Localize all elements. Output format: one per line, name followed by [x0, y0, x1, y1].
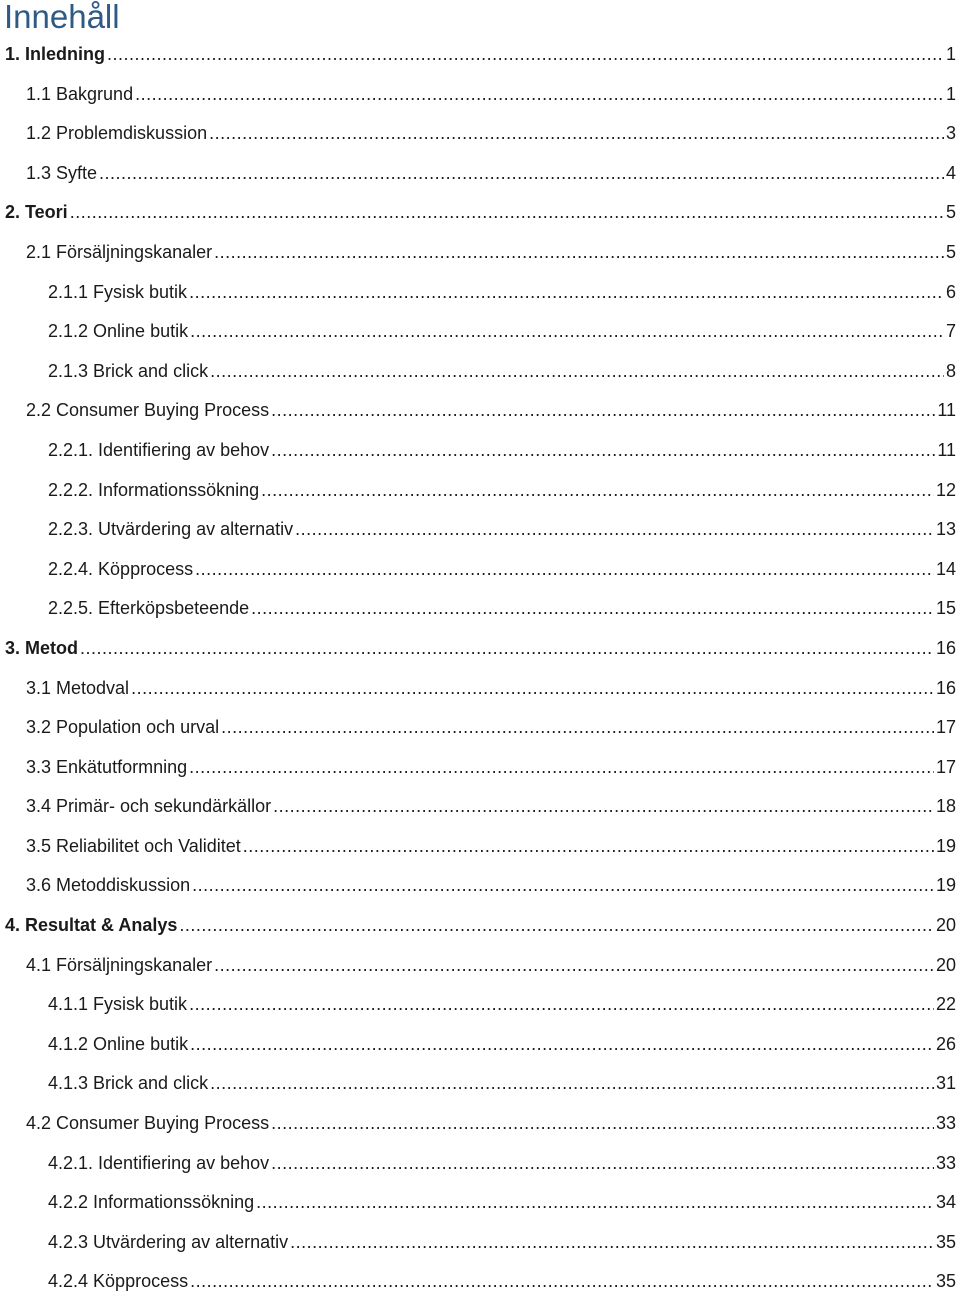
toc-entry-label[interactable]: 2.2.4. Köpprocess — [48, 558, 194, 579]
toc-entry-page-number[interactable]: 8 — [945, 360, 956, 381]
dot-leader — [271, 1144, 934, 1184]
toc-entry-label[interactable]: 4.1.3 Brick and click — [48, 1073, 209, 1094]
toc-entry[interactable] — [0, 431, 960, 471]
dot-leader — [190, 1025, 934, 1065]
toc-entry-page-number[interactable]: 19 — [935, 875, 956, 896]
dot-leader — [179, 906, 934, 946]
toc-entry-page-number[interactable]: 14 — [935, 558, 956, 579]
dot-leader — [131, 669, 934, 709]
toc-entry-label[interactable]: 3.1 Metodval — [26, 677, 130, 698]
toc-entry[interactable] — [0, 193, 960, 233]
toc-entry-label[interactable]: 2.1 Försäljningskanaler — [26, 241, 213, 262]
toc-entry-page-number[interactable]: 17 — [935, 756, 956, 777]
toc-entry[interactable] — [0, 1064, 960, 1104]
dot-leader — [214, 233, 944, 273]
toc-entry-label[interactable]: 3.5 Reliabilitet och Validitet — [26, 835, 241, 856]
toc-entry[interactable] — [0, 471, 960, 511]
toc-entry-page-number[interactable]: 5 — [945, 241, 956, 262]
toc-entry-label[interactable]: 2.2.2. Informationssökning — [48, 479, 260, 500]
dot-leader — [70, 193, 944, 233]
toc-entry-label[interactable]: 2.2.5. Efterköpsbeteende — [48, 598, 250, 619]
dot-leader — [195, 550, 934, 590]
dot-leader — [107, 35, 944, 75]
toc-entry[interactable] — [0, 1183, 960, 1223]
dot-leader — [80, 629, 934, 669]
toc-entry-label[interactable]: 2.1.1 Fysisk butik — [48, 281, 188, 302]
dot-leader — [221, 708, 934, 748]
dot-leader — [273, 787, 934, 827]
toc-entry-page-number[interactable]: 33 — [935, 1152, 956, 1173]
toc-entry[interactable] — [0, 312, 960, 352]
toc-entry-label[interactable]: 3.2 Population och urval — [26, 717, 220, 738]
toc-entry-label[interactable]: 2.2.1. Identifiering av behov — [48, 439, 270, 460]
toc-entry[interactable] — [0, 1025, 960, 1065]
toc-entry-page-number[interactable]: 20 — [935, 915, 956, 936]
toc-entry-label[interactable]: 4.2.3 Utvärdering av alternativ — [48, 1231, 289, 1252]
toc-entry[interactable] — [0, 629, 960, 669]
toc-entry-label[interactable]: 2. Teori — [5, 202, 68, 223]
dot-leader — [243, 827, 934, 867]
toc-entry-page-number[interactable]: 33 — [935, 1113, 956, 1134]
toc-entry[interactable] — [0, 787, 960, 827]
toc-entry-page-number[interactable]: 1 — [945, 44, 956, 64]
dot-leader — [214, 946, 934, 986]
dot-leader — [295, 510, 934, 550]
toc-entry[interactable] — [0, 510, 960, 550]
toc-entry[interactable] — [0, 1262, 960, 1302]
toc-list — [0, 35, 960, 1302]
toc-entry[interactable] — [0, 154, 960, 194]
toc-entry-page-number[interactable]: 13 — [935, 519, 956, 540]
toc-entry-label[interactable]: 4.2.2 Informationssökning — [48, 1192, 255, 1213]
toc-entry[interactable] — [0, 827, 960, 867]
dot-leader — [190, 1262, 934, 1302]
dot-leader — [209, 114, 944, 154]
dot-leader — [190, 312, 944, 352]
toc-entry-page-number[interactable]: 18 — [935, 796, 956, 817]
toc-entry-label[interactable]: 4.2.1. Identifiering av behov — [48, 1152, 270, 1173]
dot-leader — [210, 1064, 934, 1104]
toc-entry[interactable] — [0, 114, 960, 154]
toc-entry-label[interactable]: 4.1.1 Fysisk butik — [48, 994, 188, 1015]
toc-entry-page-number[interactable]: 31 — [935, 1073, 956, 1094]
toc-entry[interactable] — [0, 273, 960, 313]
dot-leader — [251, 589, 934, 629]
toc-entry-label[interactable]: 4.1.2 Online butik — [48, 1033, 189, 1054]
toc-entry-label[interactable]: 4.2.4 Köpprocess — [48, 1271, 189, 1292]
dot-leader — [99, 154, 944, 194]
toc-entry[interactable] — [0, 589, 960, 629]
dot-leader — [135, 75, 944, 115]
dot-leader — [189, 273, 944, 313]
toc-entry[interactable] — [0, 35, 960, 75]
toc-entry-page-number[interactable]: 16 — [935, 677, 956, 698]
toc-entry-page-number[interactable]: 22 — [935, 994, 956, 1015]
toc-entry[interactable] — [0, 233, 960, 273]
toc-entry-page-number[interactable]: 11 — [937, 439, 956, 460]
toc-entry[interactable] — [0, 866, 960, 906]
toc-entry[interactable] — [0, 985, 960, 1025]
dot-leader — [210, 352, 944, 392]
toc-entry[interactable] — [0, 669, 960, 709]
toc-entry-page-number[interactable]: 7 — [945, 321, 956, 342]
dot-leader — [290, 1223, 934, 1263]
toc-entry[interactable] — [0, 75, 960, 115]
toc-entry[interactable] — [0, 906, 960, 946]
toc-entry-label[interactable]: 2.1.3 Brick and click — [48, 360, 209, 381]
toc-entry-page-number[interactable]: 11 — [937, 400, 956, 421]
toc-entry-page-number[interactable]: 17 — [935, 717, 956, 738]
toc-entry-page-number[interactable]: 20 — [935, 954, 956, 975]
toc-entry-page-number[interactable]: 1 — [945, 83, 956, 104]
toc-entry[interactable] — [0, 391, 960, 431]
toc-entry-label[interactable]: 3.6 Metoddiskussion — [26, 875, 191, 896]
toc-entry-page-number[interactable]: 12 — [935, 479, 956, 500]
toc-entry-label[interactable]: 4.2 Consumer Buying Process — [26, 1113, 270, 1134]
toc-entry[interactable] — [0, 946, 960, 986]
dot-leader — [192, 866, 934, 906]
toc-entry-page-number[interactable]: 19 — [935, 835, 956, 856]
toc-entry-label[interactable]: 4.1 Försäljningskanaler — [26, 954, 213, 975]
toc-entry-label[interactable]: 2.1.2 Online butik — [48, 321, 189, 342]
dot-leader — [256, 1183, 934, 1223]
toc-entry[interactable] — [0, 708, 960, 748]
toc-entry-label[interactable]: 1.3 Syfte — [26, 162, 98, 183]
toc-entry-label[interactable]: 2.2.3. Utvärdering av alternativ — [48, 519, 294, 540]
toc-entry-label[interactable]: 1.1 Bakgrund — [26, 83, 134, 104]
toc-entry-page-number[interactable]: 6 — [945, 281, 956, 302]
dot-leader — [271, 391, 935, 431]
toc-entry-page-number[interactable]: 5 — [945, 202, 956, 223]
toc-entry-page-number[interactable]: 15 — [935, 598, 956, 619]
dot-leader — [189, 748, 934, 788]
dot-leader — [271, 1104, 934, 1144]
dot-leader — [261, 471, 934, 511]
toc-entry[interactable] — [0, 1223, 960, 1263]
toc-entry[interactable] — [0, 352, 960, 392]
toc-entry-label[interactable]: 4. Resultat & Analys — [5, 915, 178, 936]
dot-leader — [189, 985, 934, 1025]
toc-entry[interactable] — [0, 1144, 960, 1184]
toc-title: Innehåll — [4, 0, 120, 35]
toc-entry-page-number[interactable]: 4 — [945, 162, 956, 183]
toc-entry-label[interactable]: 2.2 Consumer Buying Process — [26, 400, 270, 421]
toc-entry[interactable] — [0, 1104, 960, 1144]
toc-entry[interactable] — [0, 550, 960, 590]
toc-entry-page-number[interactable]: 16 — [935, 637, 956, 658]
toc-entry[interactable] — [0, 748, 960, 788]
toc-entry-label[interactable]: 3.4 Primär- och sekundärkällor — [26, 796, 272, 817]
toc-entry-label[interactable]: 3.3 Enkätutformning — [26, 756, 188, 777]
toc-entry-label[interactable]: 1.2 Problemdiskussion — [26, 123, 208, 144]
dot-leader — [271, 431, 935, 471]
toc-entry-page-number[interactable]: 3 — [945, 123, 956, 144]
toc-entry-page-number[interactable]: 26 — [935, 1033, 956, 1054]
toc-entry-page-number[interactable]: 34 — [935, 1192, 956, 1213]
toc-entry-label[interactable]: 1. Inledning — [5, 44, 106, 64]
toc-entry-page-number[interactable]: 35 — [935, 1271, 956, 1292]
toc-entry-label[interactable]: 3. Metod — [5, 637, 79, 658]
toc-entry-page-number[interactable]: 35 — [935, 1231, 956, 1252]
